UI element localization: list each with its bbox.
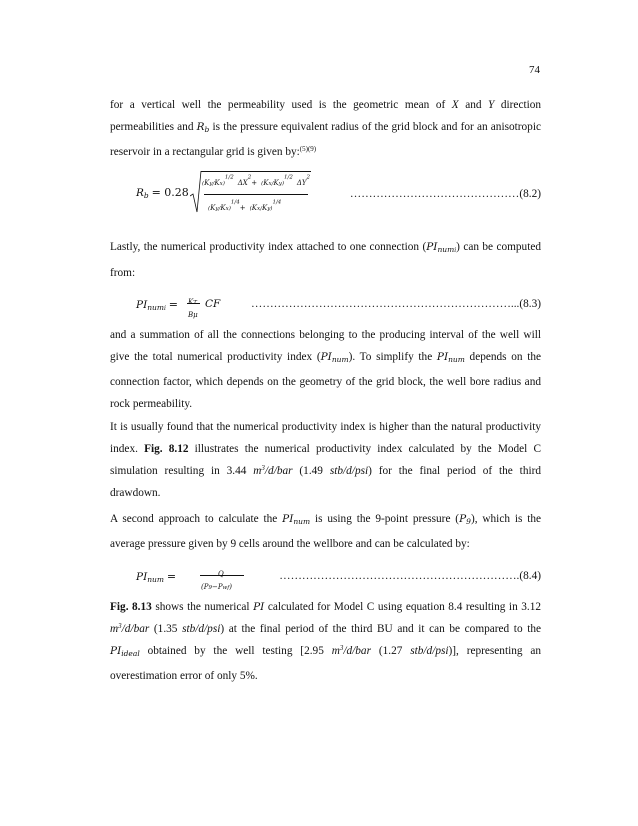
paragraph-fig-8-13: Fig. 8.13 shows the numerical PI calculated for Model C using equation 8.4 resulting in 3.12 $m^3/d$/bar (1.35 stb/d/psi) at the final period of the third BU and it can be compared to the PIideal obtained by the well testing [2.95 $m^3/d$/bar (1.27 stb/d/psi)], representing an overestimation error of only 5%. (110, 601, 542, 682)
fraction-numerator: Q (218, 570, 224, 578)
equation-8-2: Rb = 0.28 $(Ky/Kx)^{1/2}$ $\Delta X^2+ (Kx/Ky)^{1/2}$ $\Delta Y^2$ $(Ky/Kx)^{1/4}+ (Kx/Ky)^{1/4}$ ………………………………………(8.2) (110, 166, 541, 228)
paragraph-permeability: for a vertical well the permeability used is the geometric mean of X and Y direction permeabilities and Rb is the pressure equivalent radius of the grid block and for an anisotropic reservoir in a rectangular grid is given by:$^{(5)(9)}$ (110, 99, 542, 158)
equation-8-4: PInum = Q (P9−Pwf) ……………………………………………………….(8.4) (110, 562, 541, 594)
equation-label-8-2: ………………………………………(8.2) (349, 188, 541, 200)
paragraph-summation: and a summation of all the connections belonging to the producing interval of the well will give the total numerical productivity index (PInum). To simplify the PInum depends on the connection factor, which depends on the geometry of the grid block, the well bore radius and rock permeability. (110, 329, 541, 410)
fraction-denominator: (P9−Pwf) (201, 583, 233, 591)
citation-refs: (5)(9) (299, 145, 317, 153)
paragraph-fig-8-12: It is usually found that the numerical productivity index is higher than the natural productivity index. Fig. 8.12 illustrates the numerical productivity index calculated by the Model C simulation resulting in 3.44 $m^3/d$/bar (1.49 stb/d/psi) for the final period of the third drawdown. (110, 421, 542, 499)
paragraph-9-point: A second approach to calculate the PInum is using the 9-point pressure (P9), which is the average pressure given by 9 cells around the wellbore and can be calculated by: (110, 513, 542, 550)
equation-label-8-3: ……………………………………………………………...(8.3) (251, 298, 541, 310)
page-number: 74 (529, 64, 540, 76)
equation-label-8-4: ……………………………………………………….(8.4) (279, 570, 541, 582)
equation-numerator: $(Ky/Kx)^{1/2}$ $\Delta X^2+ (Kx/Ky)^{1/2}$ $\Delta Y^2$ (202, 174, 311, 187)
equation-8-3: PInumi = KT Bμ CF ……………………………………………………………...(8.3) (110, 290, 541, 322)
figure-ref-8-12: Fig. 8.12 (144, 443, 189, 455)
figure-ref-8-13: Fig. 8.13 (110, 601, 152, 613)
equation-denominator: $(Ky/Kx)^{1/4}+ (Kx/Ky)^{1/4}$ (208, 199, 282, 212)
paragraph-numerical-pi: Lastly, the numerical productivity index attached to one connection (PInumi) can be computed from: (110, 241, 542, 279)
fraction-numerator: KT (188, 298, 197, 306)
fraction-denominator: Bμ (188, 311, 198, 319)
sqrt-sign (190, 170, 202, 214)
fraction-bar (204, 194, 308, 195)
